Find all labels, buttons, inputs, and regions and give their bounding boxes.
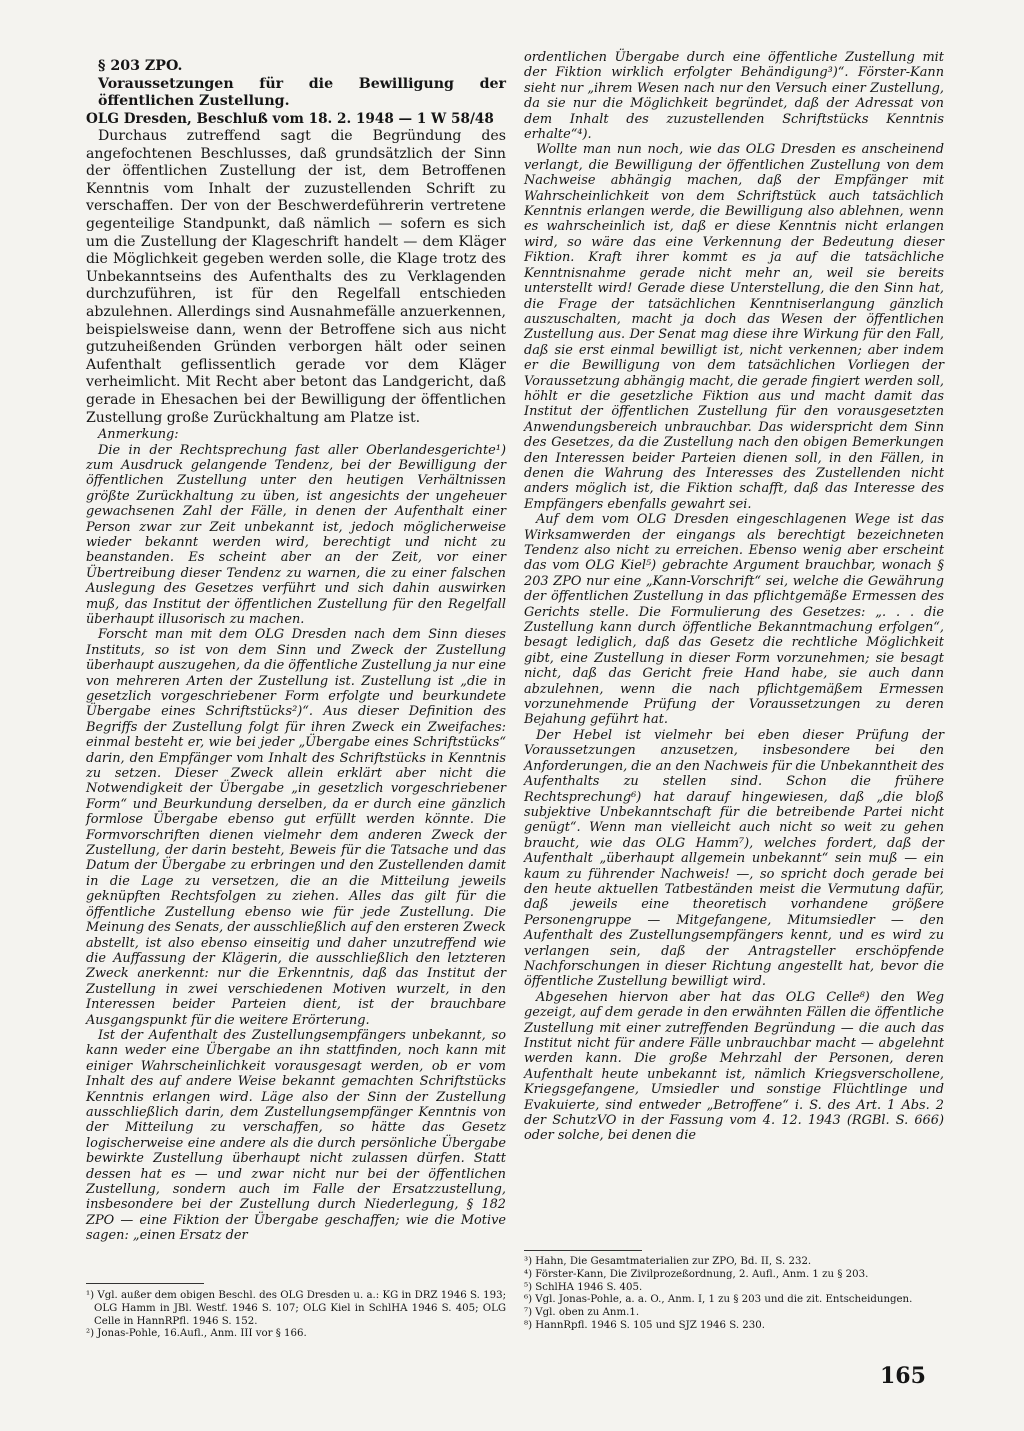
footnote: ²) Jonas-Pohle, 16.Aufl., Anm. III vor § 166. — [86, 1328, 307, 1340]
annotation-paragraph: Die in der Rechtsprechung fast aller Oberlandesgerichte¹) zum Ausdruck gelangende Tendenz, bei der Bewilligung der öffentlichen Zustellung unter den heutigen Verhältnissen größte Zurückhaltung zu üben, ist angesichts der ungeheuer gewachsenen Zahl der Fälle, in denen der Aufenthalt einer Person zwar zur Zeit unbekannt ist, jedoch möglicherweise wieder bekannt werden wird, berechtigt und nicht zu beanstanden. Es scheint aber an der Zeit, vor einer Übertreibung dieser Tendenz zu warnen, die zu einer falschen Auslegung des Gesetzes verführt und sich dahin auswirken muß, das Institut der öffentlichen Zustellung für den Regelfall überhaupt illusorisch zu machen. — [86, 442, 506, 627]
footnote: ³) Hahn, Die Gesamtmaterialien zur ZPO, Bd. II, S. 232. — [524, 1256, 812, 1267]
section-number: § 203 ZPO. — [98, 58, 183, 74]
annotation-paragraph: Wollte man nun noch, wie das OLG Dresden es anscheinend verlangt, die Bewilligung der öffentlichen Zustellung von dem Nachweise abhängig machen, daß der Empfänger mit Wahrscheinlichkeit von dem Schriftstück auch tatsächlich Kenntnis erlangen werde, die Bewilligung also ablehnen, wenn es wahrscheinlich ist, daß er diese Kenntnis nicht erlangen wird, so wäre das eine Verkennung der Bedeutung dieser Fiktion. Kraft ihrer kommt es ja auf die tatsächliche Kenntnisnahme gerade nicht mehr an, weil sie bereits unterstellt wird! Gerade diese Unterstellung, die den Sinn hat, die Frage der tatsächlichen Kenntniserlangung gänzlich auszuschalten, macht ja doch das Wesen der öffentlichen Zustellung aus. Der Senat mag diese ihre Wirkung für den Fall, daß sie erst einmal bewilligt ist, nicht verkennen; aber indem er die Bewilligung von dem tatsächlichen Vorliegen der Voraussetzung abhängig macht, die gerade fingiert werden soll, höhlt er die gesetzliche Fiktion aus und macht damit das Institut der öffentlichen Zustellung für den vorausgesetzten Anwendungsbereich unbrauchbar. Das widerspricht dem Sinn des Gesetzes, da die Zustellung nach den obigen Bemerkungen den Interessen beider Parteien dienen soll, in den Fällen, in denen die Wahrung des Interesses des Zustellenden nicht anders möglich ist, die Fiktion schafft, daß das Interesse des Empfängers ebenfalls gewahrt sei. — [524, 142, 944, 512]
annotation-paragraph: ordentlichen Übergabe durch eine öffentliche Zustellung mit der Fiktion wirklich erfolgter Behändigung³)“. Förster-Kann sieht nur „ihrem Wesen nach nur den Versuch einer Zustellung, da sie nur die Möglichkeit begründet, daß der Adressat von dem Inhalt des zuzustellenden Schriftstücks Kenntnis erhalte“⁴). — [524, 50, 944, 143]
footnote: ⁶) Vgl. Jonas-Pohle, a. a. O., Anm. I, 1 zu § 203 und die zit. Entscheidungen. — [524, 1294, 913, 1306]
annotation-paragraph: Auf dem vom OLG Dresden eingeschlagenen Wege ist das Wirksamwerden der eingangs als berechtigt bezeichneten Tendenz also nicht zu erreichen. Ebenso wenig aber erscheint das vom OLG Kiel⁵) gebrachte Argument brauchbar, wonach § 203 ZPO nur eine „Kann-Vorschrift“ sei, welche die Gewährung der öffentlichen Zustellung in das pflichtgemäße Ermessen des Gerichts stelle. Die Formulierung des Gesetzes: „. . . die Zustellung kann durch öffentliche Bekanntmachung erfolgen“, besagt lediglich, daß das Gesetz die rechtliche Möglichkeit gibt, eine Zustellung in dieser Form vorzunehmen; sie besagt nicht, daß das Gericht freie Hand habe, sie auch dann abzulehnen, wenn die nach pflichtgemäßem Ermessen vorzunehmende Prüfung der Voraussetzungen zu deren Bejahung geführt hat. — [524, 512, 944, 728]
court-citation: OLG Dresden, Beschluß vom 18. 2. 1948 — 1 W 58/48 — [86, 110, 494, 127]
annotation-paragraph: Abgesehen hiervon aber hat das OLG Celle⁸) den Weg gezeigt, auf dem gerade in den erwähnten Fällen die öffentliche Zustellung mit einer zutreffenden Begründung — die auch das Institut nicht für andere Fälle unbrauchbar macht — abgelehnt werden kann. Die große Mehrzahl der Personen, deren Aufenthalt heute unbekannt ist, nämlich Kriegsverschollene, Kriegsgefangene, Umsiedler und sonstige Flüchtlinge und Evakuierte, sind entweder „Betroffene“ i. S. des Art. 1 Abs. 2 der SchutzVO in der Fassung vom 4. 12. 1943 (RGBl. S. 666) oder solche, bei denen die — [524, 989, 944, 1144]
right-column — [524, 50, 944, 1144]
page-number: 165 — [880, 1363, 926, 1389]
left-footnotes — [86, 1290, 506, 1341]
decision-heading: Voraussetzungen für die Bewilligung der öffentlichen Zustellung. — [98, 75, 506, 109]
right-footnotes — [524, 1256, 944, 1333]
footnote: ¹) Vgl. außer dem obigen Beschl. des OLG Dresden u. a.: KG in DRZ 1946 S. 193; OLG Hamm in JBl. Westf. 1946 S. 107; OLG Kiel in SchlHA 1946 S. 405; OLG Celle in HannRPfl. 1946 S. 152. — [86, 1290, 506, 1327]
decision-text: Durchaus zutreffend sagt die Begründung des angefochtenen Beschlusses, daß grundsätzlich der Sinn der öffentlichen Zustellung der ist, dem Betroffenen Kenntnis vom Inhalt der zuzustellenden Schrift zu verschaffen. Der von der Beschwerdeführerin vertretene gegenteilige Standpunkt, daß nämlich — sofern es sich um die Zustellung der Klageschrift handelt — dem Kläger die Möglichkeit gegeben werden solle, die Klage trotz des Unbekanntseins des Aufenthalts des zu Verklagenden durchzuführen, ist für den Regelfall entschieden abzulehnen. Allerdings sind Ausnahmefälle anzuerkennen, beispielsweise dann, wenn der Betroffene sich aus nicht gutzuheißenden Gründen verborgen hält oder seinen Aufenthalt geflissentlich gerade vor dem Kläger verheimlicht. Mit Recht aber betont das Landgericht, daß gerade in Ehesachen bei der Bewilligung der öffentlichen Zustellung große Zurückhaltung am Platze ist. — [86, 128, 506, 426]
footnote-separator — [524, 1250, 642, 1251]
footnote: ⁴) Förster-Kann, Die Zivilprozeßordnung, 2. Aufl., Anm. 1 zu § 203. — [524, 1268, 869, 1280]
footnote-separator — [86, 1283, 204, 1284]
annotation-label: Anmerkung: — [98, 427, 179, 443]
annotation-paragraph: Ist der Aufenthalt des Zustellungsempfängers unbekannt, so kann weder eine Übergabe an ihn stattfinden, noch kann mit einiger Wahrscheinlichkeit vorausgesagt werden, ob er vom Inhalt des auf andere Weise bekannt gemachten Schriftstücks Kenntnis erlangen wird. Läge also der Sinn der Zustellung ausschließlich darin, dem Zustellungsempfänger Kenntnis von der Mitteilung zu verschaffen, so hätte das Gesetz logischerweise eine andere als die durch persönliche Übergabe bewirkte Zustellung überhaupt nicht zulassen dürfen. Statt dessen hat es — und zwar nicht nur bei der öffentlichen Zustellung, sondern auch im Falle der Ersatzzustellung, insbesondere bei der Zustellung durch Niederlegung, § 182 ZPO — eine Fiktion der Übergabe geschaffen; wie die Motive sagen: „einen Ersatz der — [86, 1027, 506, 1244]
footnote: ⁵) SchlHA 1946 S. 405. — [524, 1281, 643, 1293]
annotation-paragraph: Der Hebel ist vielmehr bei eben dieser Prüfung der Voraussetzungen anzusetzen, insbesondere bei den Anforderungen, die an den Nachweis für die Unbekanntheit des Aufenthalts zu stellen sind. Schon die frühere Rechtsprechung⁶) hat darauf hingewiesen, daß „die bloß subjektive Unbekanntschaft für die betreibende Partei nicht genügt“. Wenn man vielleicht auch nicht so weit zu gehen braucht, wie das OLG Hamm⁷), welches fordert, daß der Aufenthalt „überhaupt allgemein unbekannt“ sein muß — ein kaum zu führender Nachweis! —, so spricht doch gerade bei den heute aktuellen Tatbeständen meist die Vermutung dafür, daß jeweils eine theoretisch vorhandene größere Personengruppe — Mitgefangene, Mitumsiedler — den Aufenthalt des Zustellungsempfängers kennt, und es wird zu verlangen sein, daß der Antragsteller erschöpfende Nachforschungen in dieser Richtung angestellt hat, bevor die öffentliche Zustellung bewilligt wird. — [524, 727, 944, 990]
annotation-paragraph: Forscht man mit dem OLG Dresden nach dem Sinn dieses Instituts, so ist von dem Sinn und Zweck der Zustellung überhaupt auszugehen, da die öffentliche Zustellung ja nur eine von mehreren Arten der Zustellung ist. Zustellung ist „die in gesetzlich vorgeschriebener Form erfolgte und beurkundete Übergabe eines Schriftstücks²)“. Aus dieser Definition des Begriffs der Zustellung folgt für ihren Zweck ein Zweifaches: einmal besteht er, wie bei jeder „Übergabe eines Schriftstücks“ darin, den Empfänger vom Inhalt des Schriftstücks in Kenntnis zu setzen. Dieser Zweck allein erklärt aber nicht die Notwendigkeit der Übergabe „in gesetzlich vorgeschriebener Form“ und Beurkundung derselben, da er durch eine gänzlich formlose Übergabe ebenso gut erfüllt werden könnte. Die Formvorschriften dienen vielmehr dem anderen Zweck der Zustellung, der darin besteht, Beweis für die Tatsache und das Datum der Übergabe zu erbringen und den Zustellenden damit in die Lage zu versetzen, die an die Mitteilung jeweils geknüpften Rechtsfolgen zu ziehen. Alles das gilt für die öffentliche Zustellung ebenso wie für jede Zustellung. Die Meinung des Senats, der ausschließlich auf den ersteren Zweck abstellt, ist also ebenso einseitig und daher unzutreffend wie die Auffassung der Klägerin, die ausschließlich den letzteren Zweck anerkennt: nur die Erkenntnis, daß das Institut der Zustellung in zwei verschiedenen Motiven wurzelt, in den Interessen beider Parteien dient, ist der brauchbare Ausgangspunkt für die weitere Erörterung. — [86, 627, 507, 1028]
left-column — [86, 58, 506, 1244]
footnote: ⁸) HannRpfl. 1946 S. 105 und SJZ 1946 S. 230. — [524, 1319, 765, 1331]
footnote: ⁷) Vgl. oben zu Anm.1. — [524, 1307, 640, 1319]
